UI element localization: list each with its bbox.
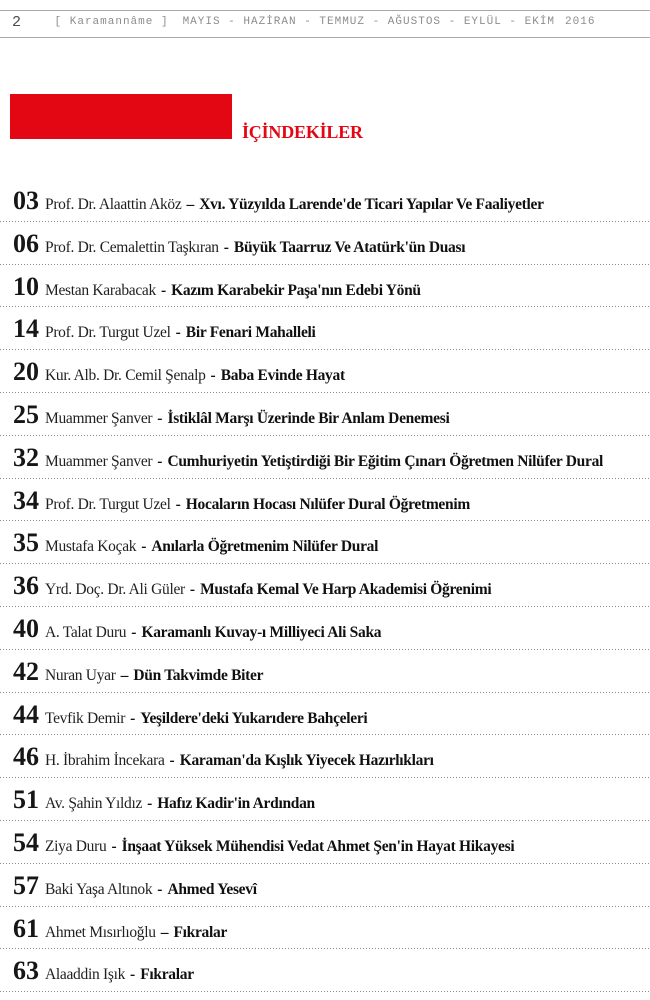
- issue-line: [0, 16, 650, 28]
- toc-entry-title: Hafız Kadir'in Ardından: [157, 795, 315, 813]
- toc-entry-title: Anılarla Öğretmenim Nilüfer Dural: [151, 538, 379, 556]
- toc-entry-page-number: 63: [13, 956, 39, 986]
- toc-entry-separator: -: [157, 880, 163, 898]
- toc-entry-separator: -: [131, 623, 137, 641]
- toc-entry-author: Muammer Şanver: [45, 409, 153, 427]
- toc-entry-author: Baki Yaşa Altınok: [45, 880, 153, 898]
- toc-entry-author: Kur. Alb. Dr. Cemil Şenalp: [45, 367, 206, 385]
- toc-entry: [0, 564, 650, 607]
- header-bottom-rule: [0, 37, 650, 38]
- toc-entry-page-number: 46: [13, 742, 39, 772]
- toc-entry: [0, 393, 650, 436]
- toc-entry-page-number: 42: [13, 656, 39, 686]
- toc-entry-separator: -: [175, 495, 181, 513]
- header-top-rule: [0, 10, 650, 11]
- toc-entry-author: Prof. Dr. Cemalettin Taşkıran: [45, 238, 219, 256]
- toc-entry-separator: -: [175, 324, 181, 342]
- toc-entry-author: Prof. Dr. Turgut Uzel: [45, 495, 171, 513]
- toc-entry: [0, 693, 650, 736]
- toc-entry-page-number: 20: [13, 357, 39, 387]
- toc-entry-title: Fıkralar: [140, 966, 194, 984]
- toc-entry-page-number: 32: [13, 442, 39, 472]
- toc-entry: [0, 607, 650, 650]
- toc-entry-page-number: 06: [13, 228, 39, 258]
- toc-entry: [0, 735, 650, 778]
- toc-entry-author: Tevfik Demir: [45, 709, 126, 727]
- toc-entry-page-number: 61: [13, 913, 39, 943]
- toc-entry-separator: –: [120, 666, 129, 684]
- toc-entry-author: Prof. Dr. Turgut Uzel: [45, 324, 171, 342]
- toc-entry-title: Ahmed Yesevî: [167, 880, 257, 898]
- toc-entry-separator: -: [111, 837, 117, 855]
- toc-entry-title: Fıkralar: [173, 923, 228, 941]
- toc-entry: [0, 265, 650, 308]
- toc-entry: [0, 436, 650, 479]
- toc-entry-separator: -: [169, 752, 175, 770]
- toc-entry-title: Hocaların Hocası Nılüfer Dural Öğretmenim: [185, 495, 470, 513]
- toc-entry-author: Prof. Dr. Alaattin Aköz: [45, 196, 182, 213]
- toc-entry-separator: –: [186, 196, 195, 213]
- toc-entry-page-number: 57: [13, 870, 39, 900]
- toc-entry: [0, 179, 650, 222]
- toc-entry-author: Muammer Şanver: [45, 452, 153, 470]
- toc-entry: [0, 350, 650, 393]
- toc-entry-title: İnşaat Yüksek Mühendisi Vedat Ahmet Şen'in Hayat Hikayesi: [121, 837, 515, 855]
- toc-entry: [0, 907, 650, 950]
- issue-months: MAYIS - HAZİRAN - TEMMUZ - AĞUSTOS - EYLÜL - EKİM: [182, 16, 556, 28]
- toc-entry: [0, 949, 650, 992]
- toc-entry: [0, 521, 650, 564]
- contents-title: İÇİNDEKİLER: [242, 122, 363, 142]
- toc-entry-page-number: 54: [13, 827, 39, 857]
- toc-entry-separator: -: [157, 452, 163, 470]
- toc-entry-page-number: 51: [13, 785, 39, 815]
- toc-entry: [0, 222, 650, 265]
- toc-entry-separator: -: [147, 795, 153, 813]
- toc-entry-page-number: 34: [13, 485, 39, 515]
- toc-entry-separator: -: [223, 238, 229, 256]
- toc-entry: [0, 778, 650, 821]
- toc-entry-title: Büyük Taarruz Ve Atatürk'ün Duası: [233, 238, 466, 256]
- toc-entry-separator: -: [130, 966, 136, 984]
- toc-entry-page-number: 44: [13, 699, 39, 729]
- toc-entry-author: H. İbrahim İncekara: [45, 752, 165, 770]
- toc-entry-separator: -: [130, 709, 136, 727]
- toc-entry-separator: -: [141, 538, 147, 556]
- toc-entry-page-number: 10: [13, 271, 39, 301]
- toc-entry-title: Baba Evinde Hayat: [220, 367, 345, 385]
- toc-entry-page-number: 40: [13, 613, 39, 643]
- toc-entry-page-number: 25: [13, 399, 39, 429]
- toc-entry-author: Av. Şahin Yıldız: [45, 795, 143, 813]
- toc-entry-page-number: 14: [13, 314, 39, 344]
- toc-entry-author: Mustafa Koçak: [45, 538, 137, 556]
- toc-entry: [0, 307, 650, 350]
- toc-entry-title: Bir Fenari Mahalleli: [185, 324, 316, 342]
- toc-entry-separator: -: [157, 409, 163, 427]
- contents-masthead: [10, 94, 363, 142]
- toc-entry-author: A. Talat Duru: [45, 623, 127, 641]
- toc-entry-title: Kazım Karabekir Paşa'nın Edebi Yönü: [171, 281, 421, 299]
- toc-entry-author: Ziya Duru: [45, 837, 107, 855]
- toc-entry-author: Ahmet Mısırlıoğlu: [45, 923, 156, 941]
- toc-entry: [0, 479, 650, 522]
- toc-entry-separator: –: [160, 923, 169, 941]
- toc-entry-title: Mustafa Kemal Ve Harp Akademisi Öğrenimi: [200, 581, 492, 599]
- toc-entry-page-number: 36: [13, 571, 39, 601]
- toc-entry-author: Yrd. Doç. Dr. Ali Güler: [45, 581, 185, 599]
- toc-entry: [0, 650, 650, 693]
- toc-entry-separator: -: [160, 281, 167, 299]
- toc-entry-author: Alaaddin Işık: [45, 966, 126, 984]
- toc-entry-author: Nuran Uyar: [45, 666, 116, 684]
- toc-entry-author: Mestan Karabacak: [45, 281, 156, 299]
- toc-entry: [0, 864, 650, 907]
- page-number: 2: [12, 14, 22, 31]
- toc-list: [0, 179, 650, 992]
- red-banner-block: [10, 94, 232, 139]
- toc-entry-separator: -: [210, 367, 216, 385]
- journal-name: [ Karamannâme ]: [54, 16, 169, 28]
- toc-entry-title: Dün Takvimde Biter: [133, 666, 264, 684]
- toc-entry-title: Yeşildere'deki Yukarıdere Bahçeleri: [140, 709, 368, 727]
- toc-entry-title: Xvı. Yüzyılda Larende'de Ticari Yapılar Ve Faaliyetler: [199, 196, 544, 213]
- issue-year: 2016: [565, 16, 596, 28]
- toc-entry-title: Karaman'da Kışlık Yiyecek Hazırlıkları: [179, 752, 434, 770]
- toc-entry: [0, 821, 650, 864]
- toc-entry-page-number: 03: [13, 186, 39, 215]
- toc-entry-title: Karamanlı Kuvay-ı Milliyeci Ali Saka: [141, 623, 382, 641]
- toc-entry-separator: -: [189, 581, 196, 599]
- toc-entry-title: İstiklâl Marşı Üzerinde Bir Anlam Denemesi: [167, 409, 450, 427]
- toc-entry-title: Cumhuriyetin Yetiştirdiği Bir Eğitim Çınarı Öğretmen Nilüfer Dural: [167, 452, 604, 470]
- toc-entry-page-number: 35: [13, 528, 39, 558]
